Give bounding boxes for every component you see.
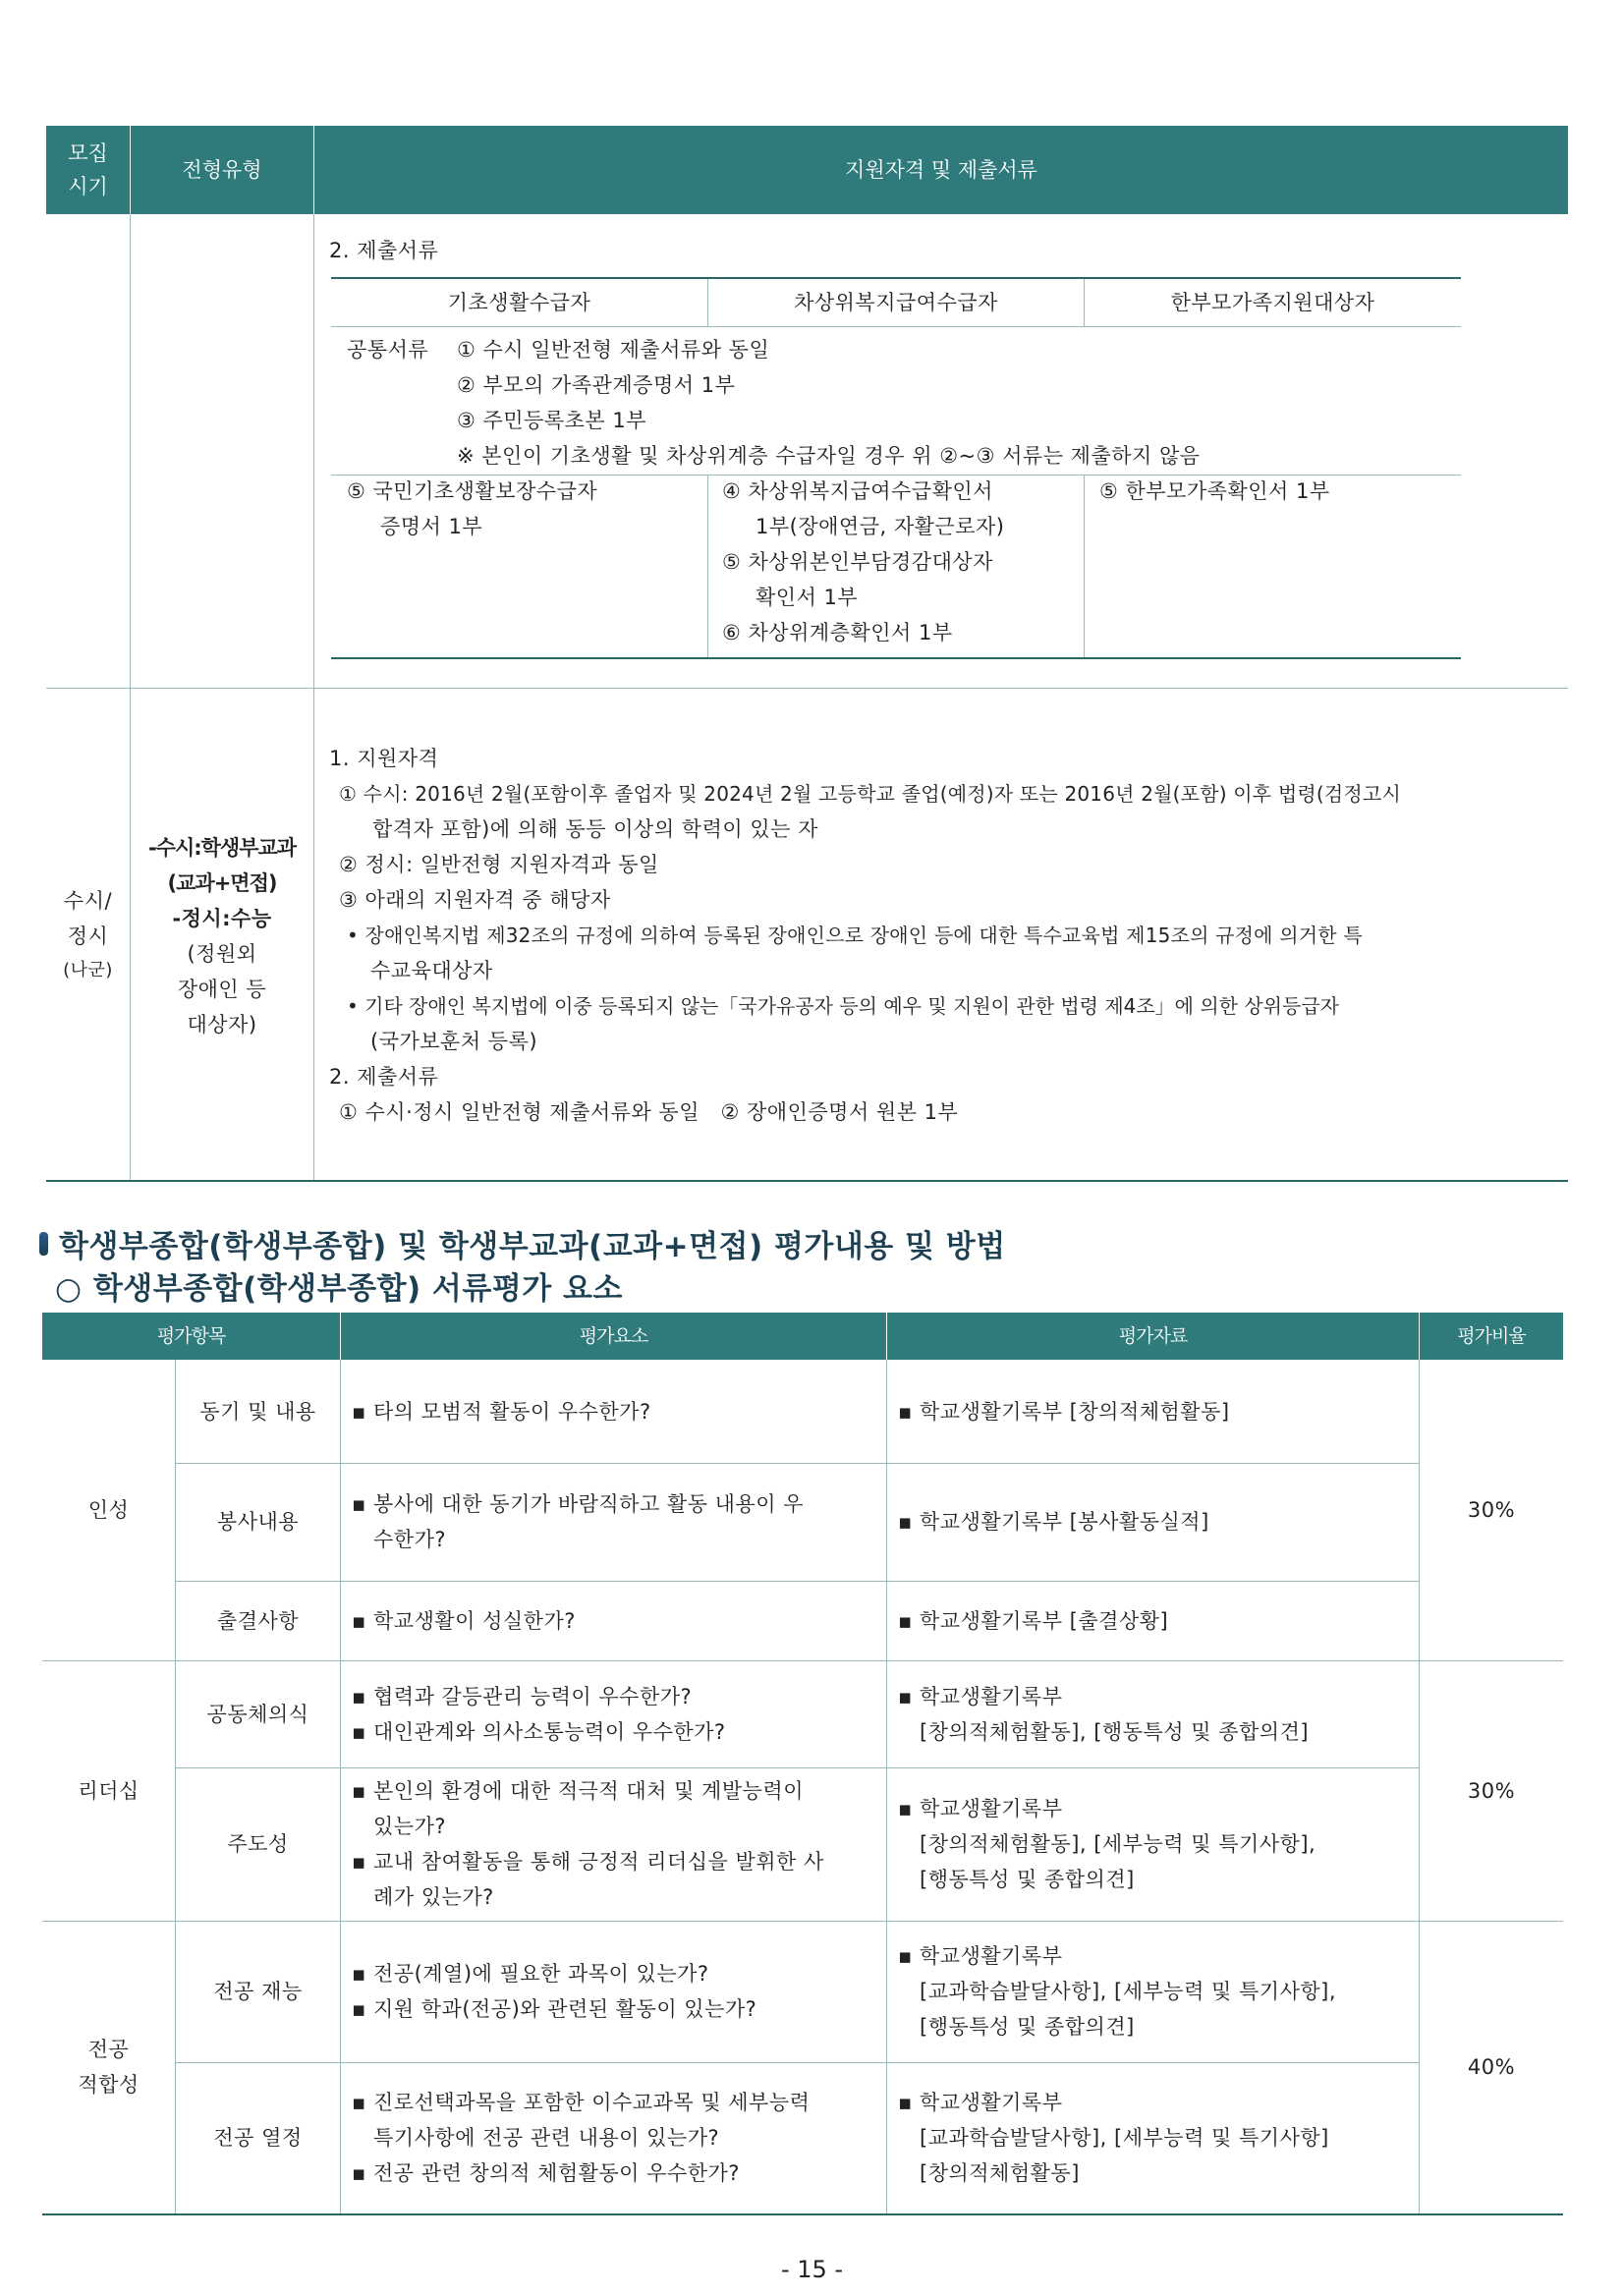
type-line: -정시:수능 — [172, 907, 272, 930]
qualification-line: (국가보훈처 등록) — [370, 1030, 538, 1053]
eval-elements: ▪ 봉사에 대한 동기가 바람직하고 활동 내용이 우 수한가? — [352, 1463, 878, 1581]
eval-item: 주도성 — [227, 1832, 289, 1856]
eval-elements: ▪ 타의 모범적 활동이 우수한가? — [352, 1360, 878, 1463]
period-line: (나군) — [63, 960, 113, 980]
header-cell-qualification: 지원자격 및 제출서류 — [314, 126, 1568, 214]
eval-element: 진로선택과목을 포함한 이수교과목 및 세부능력 특기사항에 전공 관련 내용이 있는가? — [373, 2091, 811, 2150]
qualification-line: 수교육대상자 — [370, 959, 493, 982]
eval-elements: ▪ 진로선택과목을 포함한 이수교과목 및 세부능력 특기사항에 전공 관련 내용이 있는가? ▪ 전공 관련 창의적 체험활동이 우수한가? — [352, 2062, 878, 2213]
header-eval-ratio: 평가비율 — [1420, 1313, 1563, 1360]
eval-material: 학교생활기록부 [교과학습발달사항], [세부능력 및 특기사항], [행동특성 및 종합의견] — [920, 1944, 1337, 2039]
type-line: (정원외 — [187, 942, 257, 966]
eval-material: 학교생활기록부 [창의적체험활동], [세부능력 및 특기사항], [행동특성 및 종합의견] — [920, 1797, 1316, 1891]
basic-livelihood-doc: ⑤ 국민기초생활보장수급자 — [347, 479, 598, 503]
row1-heading: 2. 제출서류 — [329, 239, 439, 262]
qualification-line: 합격자 포함)에 의해 동등 이상의 학력이 있는 자 — [372, 817, 818, 841]
eval-materials: ▪ 학교생활기록부 [교과학습발달사항], [세부능력 및 특기사항] [창의적체험활동] — [898, 2062, 1413, 2213]
near-poverty-doc: 확인서 1부 — [756, 586, 859, 609]
type-line: -수시:학생부교과 — [147, 836, 297, 860]
qualification-line: • 장애인복지법 제32조의 규정에 의하여 등록된 장애인으로 장애인 등에 대한 특수교육법 제15조의 규정에 의거한 특 — [347, 924, 1363, 947]
eval-item: 봉사내용 — [216, 1510, 300, 1534]
eval-material: 학교생활기록부 [봉사활동실적] — [920, 1510, 1209, 1534]
eval-materials: ▪ 학교생활기록부 [창의적체험활동], [행동특성 및 종합의견] — [898, 1660, 1413, 1767]
type-line: 대상자) — [187, 1013, 257, 1036]
eval-element: 본인의 환경에 대한 적극적 대처 및 계발능력이 있는가? — [373, 1779, 804, 1838]
ratio-leadership: 30% — [1467, 1778, 1516, 1803]
qualification-line: ① 수시: 2016년 2월(포함이후 졸업자 및 2024년 2월 고등학교 졸업(예정)자 또는 2016년 2월(포함) 이후 법령(검정고시 — [339, 782, 1401, 806]
common-doc-item: ② 부모의 가족관계증명서 1부 — [457, 373, 736, 397]
type-line: 장애인 등 — [177, 978, 267, 1001]
page-number: - 15 - — [780, 2256, 844, 2283]
eval-elements: ▪ 협력과 갈등관리 능력이 우수한가? ▪ 대인관계와 의사소통능력이 우수한가? — [352, 1660, 878, 1767]
eval-elements: ▪ 본인의 환경에 대한 적극적 대처 및 계발능력이 있는가? ▪ 교내 참여활동을 통해 긍정적 리더십을 발휘한 사 례가 있는가? — [352, 1767, 878, 1921]
eval-element: 봉사에 대한 동기가 바람직하고 활동 내용이 우 수한가? — [373, 1492, 804, 1551]
header-cell-type: 전형유형 — [131, 126, 313, 214]
qualification-line: ② 정시: 일반전형 지원자격과 동일 — [339, 853, 659, 876]
qualification-line: • 기타 장애인 복지법에 이중 등록되지 않는「국가유공자 등의 예우 및 지원이 관한 법령 제4조」에 의한 상위등급자 — [347, 994, 1339, 1018]
single-parent-doc: ⑤ 한부모가족확인서 1부 — [1099, 479, 1330, 503]
eval-elements: ▪ 전공(계열)에 필요한 과목이 있는가? ▪ 지원 학과(전공)와 관련된 활동이 있는가? — [352, 1921, 878, 2062]
ratio-major-fit: 40% — [1467, 2055, 1516, 2079]
section-title: 학생부종합(학생부종합) 및 학생부교과(교과+면접) 평가내용 및 방법 — [59, 1229, 1006, 1264]
qualification-line: 1. 지원자격 — [329, 747, 439, 770]
eval-material: 학교생활기록부 [출결상황] — [920, 1608, 1169, 1633]
eval-item: 동기 및 내용 — [199, 1399, 316, 1424]
eval-material: 학교생활기록부 [창의적체험활동], [행동특성 및 종합의견] — [920, 1684, 1310, 1744]
eval-material: 학교생활기록부 [교과학습발달사항], [세부능력 및 특기사항] [창의적체험활동] — [920, 2091, 1329, 2185]
common-doc-note: ※ 본인이 기초생활 및 차상위계층 수급자일 경우 위 ②~③ 서류는 제출하지 않음 — [457, 444, 1201, 468]
near-poverty-doc: ⑤ 차상위본인부담경감대상자 — [722, 550, 993, 574]
eval-element: 교내 참여활동을 통해 긍정적 리더십을 발휘한 사 례가 있는가? — [373, 1850, 824, 1909]
eval-item: 출결사항 — [216, 1608, 300, 1633]
section-subtitle: ○ 학생부종합(학생부종합) 서류평가 요소 — [55, 1271, 623, 1307]
eval-item: 전공 열정 — [213, 2126, 303, 2150]
sub-header-basic-livelihood: 기초생활수급자 — [447, 291, 591, 314]
header-eval-item: 평가항목 — [42, 1313, 340, 1360]
eval-materials: ▪ 학교생활기록부 [봉사활동실적] — [898, 1463, 1413, 1581]
header-cell-period: 모집 시기 — [46, 126, 130, 214]
eval-element: 지원 학과(전공)와 관련된 활동이 있는가? — [373, 1997, 757, 2021]
basic-livelihood-doc: 증명서 1부 — [380, 515, 483, 538]
period-line: 정시 — [67, 924, 109, 948]
eval-element: 학교생활이 성실한가? — [373, 1608, 576, 1633]
eval-material: 학교생활기록부 [창의적체험활동] — [920, 1399, 1230, 1424]
near-poverty-doc: ④ 차상위복지급여수급확인서 — [722, 479, 993, 503]
eval-materials: ▪ 학교생활기록부 [창의적체험활동], [세부능력 및 특기사항], [행동특성 및 종합의견] — [898, 1767, 1413, 1921]
period-line: 수시/ — [63, 889, 113, 913]
group-name-leadership: 리더십 — [78, 1778, 140, 1803]
qualification-line: 2. 제출서류 — [329, 1065, 439, 1089]
header-eval-material: 평가자료 — [887, 1313, 1419, 1360]
eval-materials: ▪ 학교생활기록부 [교과학습발달사항], [세부능력 및 특기사항], [행동특성 및 종합의견] — [898, 1921, 1413, 2062]
eval-materials: ▪ 학교생활기록부 [창의적체험활동] — [898, 1360, 1413, 1463]
near-poverty-doc: 1부(장애연금, 자활근로자) — [756, 515, 1005, 538]
near-poverty-doc: ⑥ 차상위계층확인서 1부 — [722, 621, 953, 644]
section-marker-icon — [39, 1232, 48, 1256]
eval-item: 전공 재능 — [213, 1980, 303, 2003]
eval-element: 타의 모범적 활동이 우수한가? — [373, 1399, 651, 1424]
header-eval-element: 평가요소 — [341, 1313, 886, 1360]
common-doc-item: ③ 주민등록초본 1부 — [457, 409, 647, 432]
common-docs-label: 공통서류 — [347, 338, 429, 362]
group-name-character: 인성 — [87, 1498, 130, 1522]
sub-header-single-parent: 한부모가족지원대상자 — [1170, 291, 1375, 314]
eval-element: 전공 관련 창의적 체험활동이 우수한가? — [373, 2161, 740, 2185]
eval-materials: ▪ 학교생활기록부 [출결상황] — [898, 1581, 1413, 1660]
group-name-major-fit: 전공 적합성 — [78, 2038, 140, 2097]
eval-element: 전공(계열)에 필요한 과목이 있는가? — [373, 1962, 709, 1986]
qualification-line: ① 수시·정시 일반전형 제출서류와 동일 ② 장애인증명서 원본 1부 — [339, 1100, 959, 1124]
qualification-line: ③ 아래의 지원자격 중 해당자 — [339, 888, 611, 912]
common-doc-item: ① 수시 일반전형 제출서류와 동일 — [457, 338, 770, 362]
type-line: (교과+면접) — [167, 871, 277, 895]
ratio-character: 30% — [1467, 1498, 1516, 1522]
eval-element: 협력과 갈등관리 능력이 우수한가? — [373, 1684, 693, 1708]
eval-elements: ▪ 학교생활이 성실한가? — [352, 1581, 878, 1660]
eval-element: 대인관계와 의사소통능력이 우수한가? — [373, 1719, 726, 1744]
sub-header-near-poverty: 차상위복지급여수급자 — [794, 291, 998, 314]
eval-item: 공동체의식 — [206, 1702, 309, 1726]
